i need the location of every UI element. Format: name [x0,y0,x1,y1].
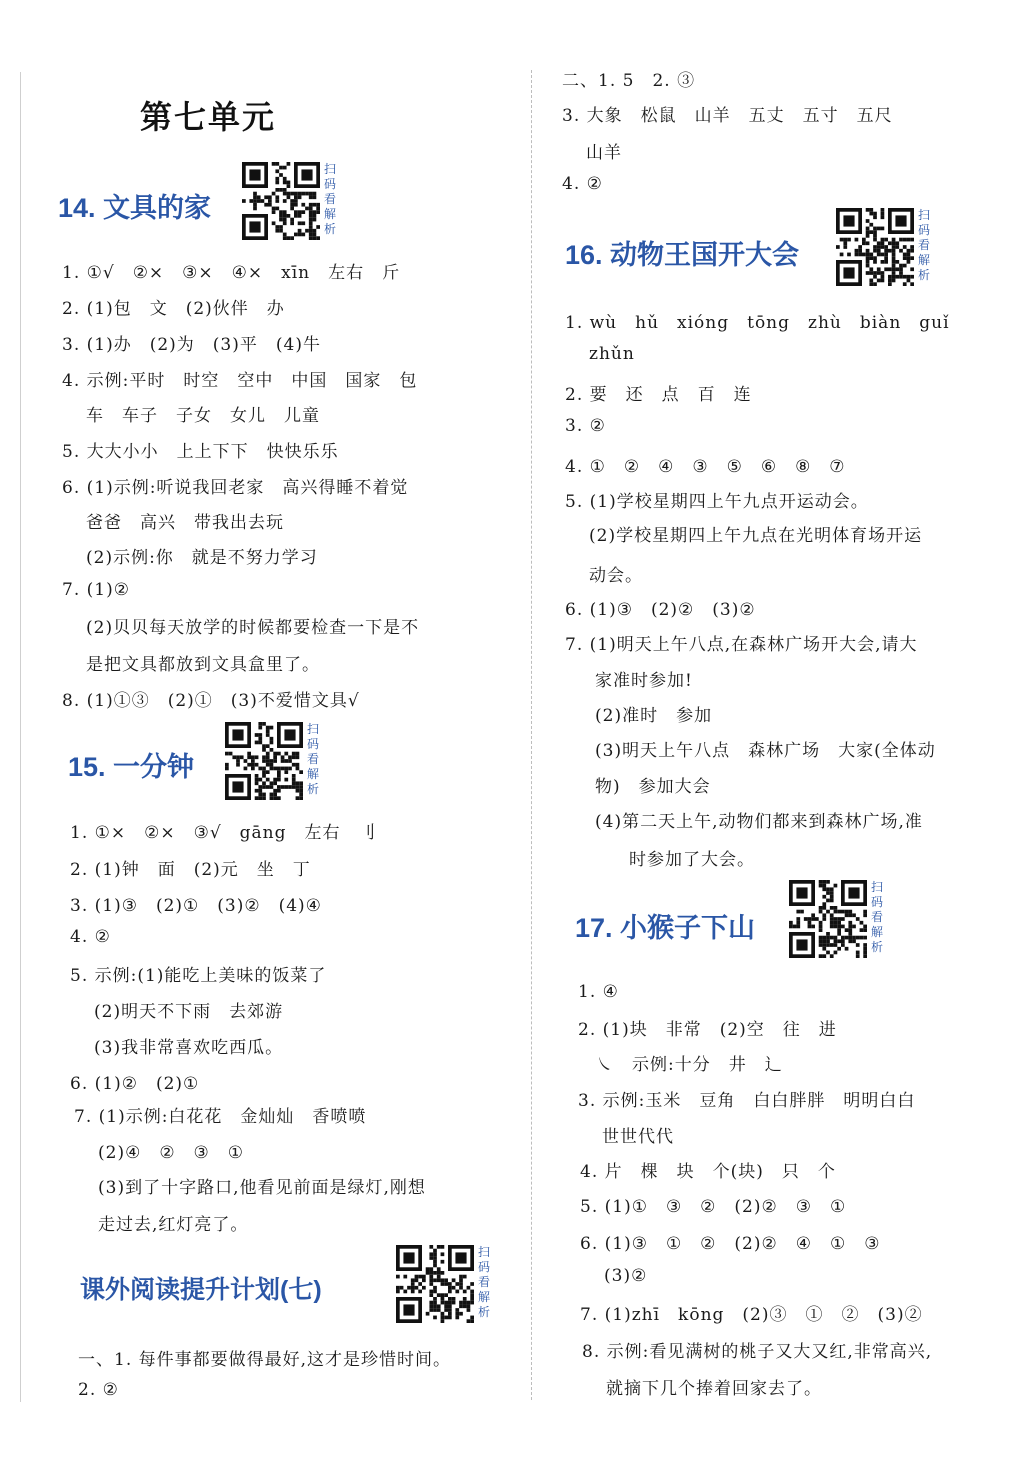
section-title-17: 17. 小猴子下山 [575,913,756,943]
answer-line: 车 车子 子女 女儿 儿童 [86,406,320,426]
answer-line: (2)明天不下雨 去郊游 [94,1002,284,1022]
answer-line: 1. ①√ ②× ③× ④× xīn 左右 斤 [62,263,401,283]
scan-char: 码 [871,895,884,909]
scan-char: 解 [307,767,320,781]
scan-char: 看 [307,752,320,766]
answer-line: (2)准时 参加 [595,706,713,726]
scan-char: 码 [307,737,320,751]
scan-char: 扫 [324,162,337,176]
scan-char: 扫 [871,880,884,894]
answer-line: 动会。 [589,566,643,586]
answer-line: 8. (1)①③ (2)① (3)不爱惜文具√ [62,691,360,711]
answer-line: zhǔn [589,344,635,364]
answer-line: (2)学校星期四上午九点在光明体育场开运 [589,526,923,546]
answer-line: 8. 示例:看见满树的桃子又大又红,非常高兴, [582,1342,933,1362]
scan-char: 解 [478,1290,491,1304]
answer-line: 2. (1)块 非常 (2)空 往 进 [578,1020,837,1040]
answer-line: 6. (1)② (2)① [70,1074,200,1094]
answer-line: 物) 参加大会 [595,777,711,797]
scan-char: 解 [324,207,337,221]
answer-line: 世世代代 [602,1127,674,1147]
answer-line: 7. (1)zhī kōng (2)③ ① ② (3)② [580,1305,923,1325]
scan-char: 码 [918,223,931,237]
answer-line: 6. (1)③ ① ② (2)② ④ ① ③ [580,1234,881,1254]
answer-line: (2)④ ② ③ ① [98,1143,245,1163]
answer-line: 山羊 [586,143,622,163]
answer-line: 2. 要 还 点 百 连 [565,385,752,405]
page-edge [20,72,21,1402]
scan-char: 看 [871,910,884,924]
answer-line: 1. ④ [578,982,619,1002]
answer-line: (3)我非常喜欢吃西瓜。 [94,1038,284,1058]
answer-line: 3. 示例:玉米 豆角 白白胖胖 明明白白 [578,1091,916,1111]
scan-char: 析 [871,940,884,954]
answer-line: 2. (1)包 文 (2)伙伴 办 [62,299,285,319]
scan-char: 扫 [478,1245,491,1259]
scan-label [918,208,934,283]
qr-code-icon[interactable] [242,162,320,240]
answer-line: 4. ① ② ④ ③ ⑤ ⑥ ⑧ ⑦ [565,457,846,477]
answer-line: 7. (1)示例:白花花 金灿灿 香喷喷 [74,1107,367,1127]
scan-char: 看 [918,238,931,252]
section-title-reading: 课外阅读提升计划(七) [80,1276,322,1304]
answer-line: 3. (1)办 (2)为 (3)平 (4)牛 [62,335,321,355]
answer-line: 3. ② [565,416,606,436]
answer-line: 4. 示例:平时 时空 空中 中国 国家 包 [62,371,418,391]
section-title-15: 15. 一分钟 [68,752,195,782]
answer-line: 4. ② [70,927,111,947]
scan-char: 码 [324,177,337,191]
column-divider [531,70,532,1400]
answer-line: 是把文具都放到文具盒里了。 [86,655,320,675]
answer-line: (3)明天上午八点 森林广场 大家(全体动 [595,741,936,761]
qr-code-icon[interactable] [836,208,914,286]
answer-line: 二、1. 5 2. ③ [562,71,696,91]
answer-line: 1. ①× ②× ③√ gāng 左右 刂 [70,823,377,843]
scan-label [307,722,323,797]
scan-char: 解 [918,253,931,267]
scan-char: 解 [871,925,884,939]
answer-line: 爸爸 高兴 带我出去玩 [86,513,284,533]
qr-code-icon[interactable] [789,880,867,958]
answer-line: (3)到了十字路口,他看见前面是绿灯,刚想 [98,1178,426,1198]
scan-label [478,1245,494,1320]
answer-line: 1. wù hǔ xióng tōng zhù biàn guǐ [565,313,950,333]
qr-code-icon[interactable] [225,722,303,800]
answer-line: 走过去,红灯亮了。 [98,1215,249,1235]
answer-line: 2. ② [78,1380,119,1400]
scan-char: 看 [324,192,337,206]
scan-char: 析 [324,222,337,236]
answer-line: 就摘下几个捧着回家去了。 [606,1379,822,1399]
answer-line: 7. (1)明天上午八点,在森林广场开大会,请大 [565,635,918,655]
answer-line: 5. (1)① ③ ② (2)② ③ ① [580,1197,847,1217]
answer-line: 2. (1)钟 面 (2)元 坐 丁 [70,860,311,880]
answer-line: (2)示例:你 就是不努力学习 [86,548,318,568]
answer-line: 6. (1)示例:听说我回老家 高兴得睡不着觉 [62,478,409,498]
scan-char: 扫 [307,722,320,736]
answer-line: 时参加了大会。 [629,850,755,870]
scan-label [324,162,340,237]
scan-char: 析 [307,782,320,796]
scan-char: 析 [478,1305,491,1319]
answer-line: 6. (1)③ (2)② (3)② [565,600,756,620]
answer-line: 5. 大大小小 上上下下 快快乐乐 [62,442,339,462]
answer-line: (4)第二天上午,动物们都来到森林广场,准 [595,812,923,832]
answer-line: 5. 示例:(1)能吃上美味的饭菜了 [70,966,327,986]
section-title-16: 16. 动物王国开大会 [565,240,800,270]
section-title-14: 14. 文具的家 [58,193,212,223]
answer-line: (2)贝贝每天放学的时候都要检查一下是不 [86,618,420,638]
answer-line: 5. (1)学校星期四上午九点开运动会。 [565,492,869,512]
answer-line: 4. 片 棵 块 个(块) 只 个 [580,1162,836,1182]
answer-line: 家准时参加! [595,671,693,691]
scan-char: 码 [478,1260,491,1274]
answer-line: 一、1. 每件事都要做得最好,这才是珍惜时间。 [78,1350,452,1370]
answer-line: 7. (1)② [62,580,130,600]
answer-line: (3)② [604,1266,648,1286]
answer-line: 4. ② [562,174,603,194]
scan-char: 析 [918,268,931,282]
scan-char: 看 [478,1275,491,1289]
answer-line: ㇏ 示例:十分 井 辶 [596,1055,783,1075]
scan-label [871,880,887,955]
qr-code-icon[interactable] [396,1245,474,1323]
scan-char: 扫 [918,208,931,222]
answer-line: 3. (1)③ (2)① (3)② (4)④ [70,896,322,916]
unit-title: 第七单元 [140,98,277,136]
answer-line: 3. 大象 松鼠 山羊 五丈 五寸 五尺 [562,106,893,126]
